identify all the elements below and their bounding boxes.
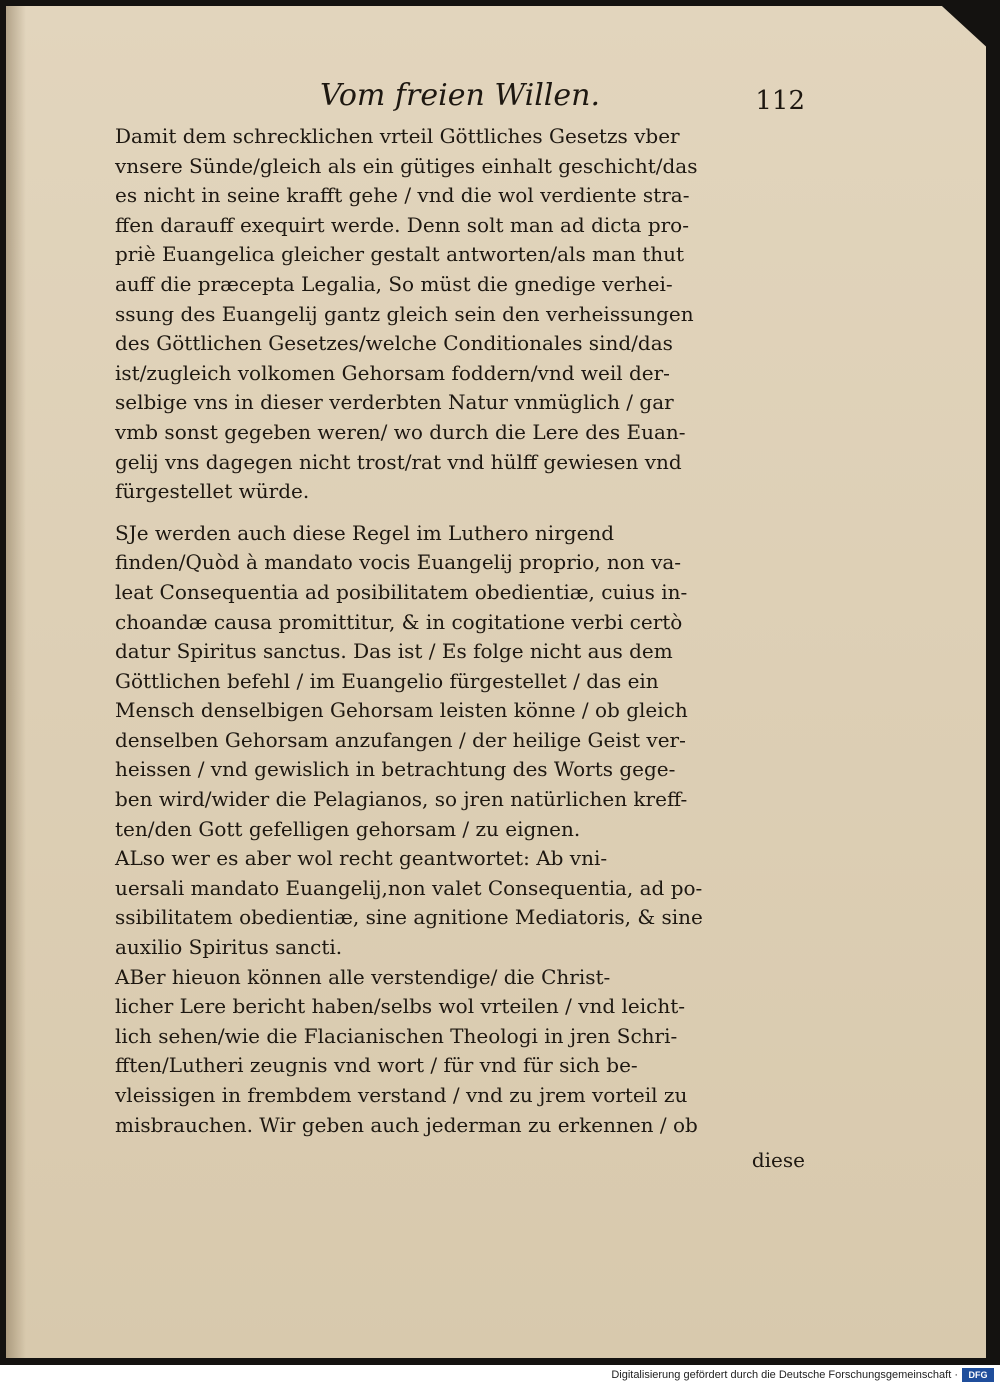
text-line: uersali mandato Euangelij,non valet Consequentia, ad po-: [115, 875, 703, 900]
text-line: ssung des Euangelij gantz gleich sein den verheissungen: [115, 301, 694, 326]
text-line: vleissigen in frembdem verstand / vnd zu jrem vorteil zu: [115, 1083, 688, 1107]
text-line: ben wird/wider die Pelagianos, so jren natürlichen kreff-: [115, 787, 688, 812]
text-line: fürgestellet würde.: [115, 479, 310, 504]
text-line: ssibilitatem obedientiæ, sine agnitione Mediatoris, & sine: [115, 905, 703, 930]
text-line: ten/den Gott gefelligen gehorsam / zu eignen.: [115, 816, 581, 841]
text-line: selbige vns in dieser verderbten Natur vnmüglich / gar: [115, 390, 674, 415]
text-line: ffen darauff exequirt werde. Denn solt man ad dicta pro-: [115, 212, 689, 237]
text-line: es nicht in seine krafft gehe / vnd die wol verdiente stra-: [115, 183, 690, 208]
paragraph-1: [115, 122, 805, 507]
text-line: leat Consequentia ad posibilitatem obedientiæ, cuius in-: [115, 579, 688, 604]
text-line: auff die præcepta Legalia, So müst die gnedige verhei-: [115, 271, 673, 296]
text-line: Mensch denselbigen Gehorsam leisten könne / ob gleich: [115, 698, 688, 723]
text-line: vmb sonst gegeben weren/ wo durch die Lere des Euan-: [115, 419, 686, 444]
page-text-block: [115, 78, 805, 1176]
text-line: lich sehen/wie die Flacianischen Theologi in jren Schri-: [115, 1023, 678, 1048]
text-line: choandæ causa promittitur, & in cogitatione verbi certò: [115, 609, 683, 634]
folio-number: 112: [755, 86, 805, 116]
footer-bar: [0, 1365, 1000, 1387]
text-line: licher Lere bericht haben/selbs wol vrteilen / vnd leicht-: [115, 994, 686, 1019]
text-line: datur Spiritus sanctus. Das ist / Es folge nicht aus dem: [115, 639, 673, 664]
paragraph-4: [115, 963, 805, 1141]
text-line: ist/zugleich volkomen Gehorsam foddern/vnd weil der-: [115, 360, 670, 385]
catchword: diese: [751, 1148, 805, 1173]
running-head: Vom freien Willen.: [319, 78, 601, 113]
paragraph-gap: [115, 507, 805, 519]
paragraph-2: [115, 519, 805, 845]
text-line: SJe werden auch diese Regel im Luthero nirgend: [115, 520, 615, 545]
text-line: ABer hieuon können alle verstendige/ die Christ-: [115, 964, 611, 989]
dfg-logo: DFG: [962, 1368, 994, 1382]
spine-shadow: [6, 6, 26, 1358]
text-line: denselben Gehorsam anzufangen / der heilige Geist ver-: [115, 727, 686, 752]
text-line: vnsere Sünde/gleich als ein gütiges einhalt geschicht/das: [115, 153, 698, 178]
text-line: Damit dem schrecklichen vrteil Göttliches Gesetzs vber: [115, 124, 680, 148]
text-line: fften/Lutheri zeugnis vnd wort / für vnd für sich be-: [115, 1053, 638, 1078]
text-line: des Göttlichen Gesetzes/welche Conditionales sind/das: [115, 331, 673, 356]
text-line: ALso wer es aber wol recht geantwortet: Ab vni-: [115, 846, 608, 871]
text-line: gelij vns dagegen nicht trost/rat vnd hülff gewiesen vnd: [115, 449, 682, 474]
paragraph-3: [115, 844, 805, 962]
text-line: Göttlichen befehl / im Euangelio fürgestellet / das ein: [115, 668, 659, 693]
text-line: heissen / vnd gewislich in betrachtung des Worts gege-: [115, 757, 676, 782]
text-line: misbrauchen. Wir geben auch jederman zu erkennen / ob: [115, 1112, 698, 1137]
text-line: auxilio Spiritus sancti.: [115, 935, 343, 960]
text-line: finden/Quòd à mandato vocis Euangelij proprio, non va-: [115, 550, 682, 575]
text-line: priè Euangelica gleicher gestalt antworten/als man thut: [115, 242, 685, 267]
funding-credit: Digitalisierung gefördert durch die Deutsche Forschungsgemeinschaft ·: [611, 1369, 958, 1381]
page-header: [115, 78, 805, 122]
